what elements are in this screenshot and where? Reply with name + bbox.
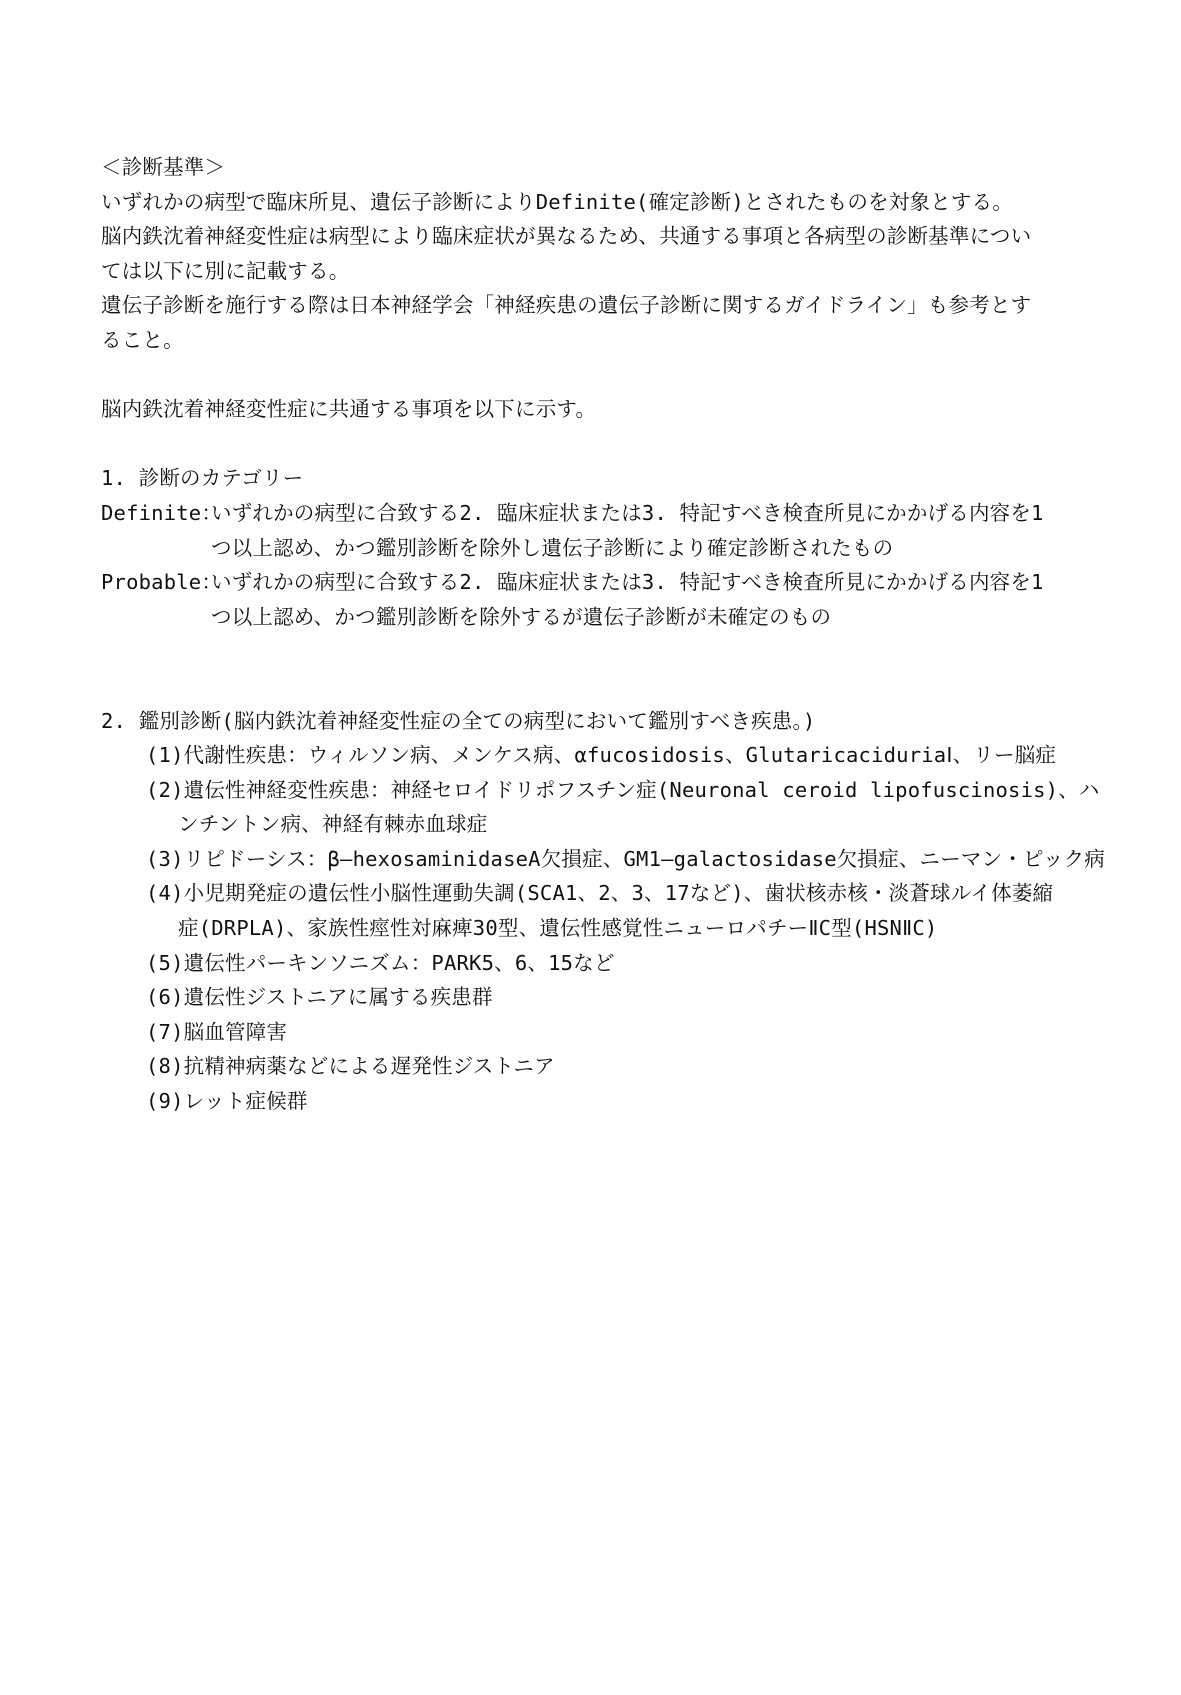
section2-heading: 2. 鑑別診断(脳内鉄沈着神経変性症の全ての病型において鑑別すべき疾患。) bbox=[101, 708, 816, 733]
definite-term: Definite： bbox=[101, 500, 223, 525]
section1-heading: 1. 診断のカテゴリー bbox=[101, 466, 304, 491]
intro-line-1: いずれかの病型で臨床所見、遺伝子診断によりDefinite(確定診断)とされたものを対象とする。 bbox=[101, 189, 1014, 214]
list-item: (4)小児期発症の遺伝性小脳性運動失調(SCA1、2、3、17など)、歯状核赤核・淡蒼球ルイ体萎縮 bbox=[146, 881, 1054, 906]
list-item: (9)レット症候群 bbox=[146, 1089, 308, 1114]
intro-line-5: ること。 bbox=[101, 327, 184, 352]
definite-line-2: つ以上認め、かつ鑑別診断を除外し遺伝子診断により確定診断されたもの bbox=[211, 535, 894, 560]
intro-line-3: ては以下に別に記載する。 bbox=[101, 258, 350, 283]
probable-term: Probable： bbox=[101, 570, 223, 595]
list-item: (1)代謝性疾患：ウィルソン病、メンケス病、αfucosidosis、GlutaricaciduriaⅠ、リー脳症 bbox=[146, 743, 1057, 768]
section-differential-diagnosis bbox=[101, 704, 1106, 1119]
list-item: (3)リピドーシス：β—hexosaminidaseA欠損症、GM1—galactosidase欠損症、ニーマン・ピック病 bbox=[146, 846, 1106, 871]
list-item: (5)遺伝性パーキンソニズム：PARK5、6、15など bbox=[146, 950, 615, 975]
definite-line-1: いずれかの病型に合致する2. 臨床症状または3. 特記すべき検査所見にかかげる内容を1 bbox=[211, 500, 1044, 525]
list-item: (2)遺伝性神経変性疾患：神経セロイドリポフスチン症(Neuronal ceroid lipofuscinosis)、ハ bbox=[146, 777, 1100, 802]
probable-description bbox=[211, 565, 1081, 634]
common-intro: 脳内鉄沈着神経変性症に共通する事項を以下に示す。 bbox=[101, 397, 597, 422]
spacer bbox=[101, 634, 1081, 669]
intro-line-4: 遺伝子診断を施行する際は日本神経学会「神経疾患の遺伝子診断に関するガイドライン」も参考とす bbox=[101, 293, 1032, 318]
intro-line-2: 脳内鉄沈着神経変性症は病型により臨床症状が異なるため、共通する事項と各病型の診断基準につい bbox=[101, 224, 1032, 249]
spacer bbox=[101, 669, 1081, 704]
probable-line-1: いずれかの病型に合致する2. 臨床症状または3. 特記すべき検査所見にかかげる内容を1 bbox=[211, 570, 1044, 595]
criteria-heading: ＜診断基準＞ bbox=[101, 155, 226, 179]
category-probable bbox=[101, 565, 1081, 634]
list-item-continuation: ンチントン病、神経有棘赤血球症 bbox=[178, 812, 488, 837]
definite-description bbox=[211, 496, 1081, 565]
category-definite bbox=[101, 496, 1081, 565]
list-item-continuation: 症(DRPLA)、家族性痙性対麻痺30型、遺伝性感覚性ニューロパチーⅡC型(HSNⅡC) bbox=[178, 916, 938, 941]
document-body bbox=[101, 150, 1106, 1119]
list-item: (6)遺伝性ジストニアに属する疾患群 bbox=[146, 985, 493, 1010]
spacer bbox=[101, 427, 1081, 462]
differential-list bbox=[101, 738, 1106, 1119]
probable-line-2: つ以上認め、かつ鑑別診断を除外するが遺伝子診断が未確定のもの bbox=[211, 604, 832, 629]
spacer bbox=[101, 358, 1081, 393]
section-diagnostic-category bbox=[101, 461, 1081, 634]
list-item: (7)脳血管障害 bbox=[146, 1019, 288, 1044]
list-item: (8)抗精神病薬などによる遅発性ジストニア bbox=[146, 1054, 555, 1079]
